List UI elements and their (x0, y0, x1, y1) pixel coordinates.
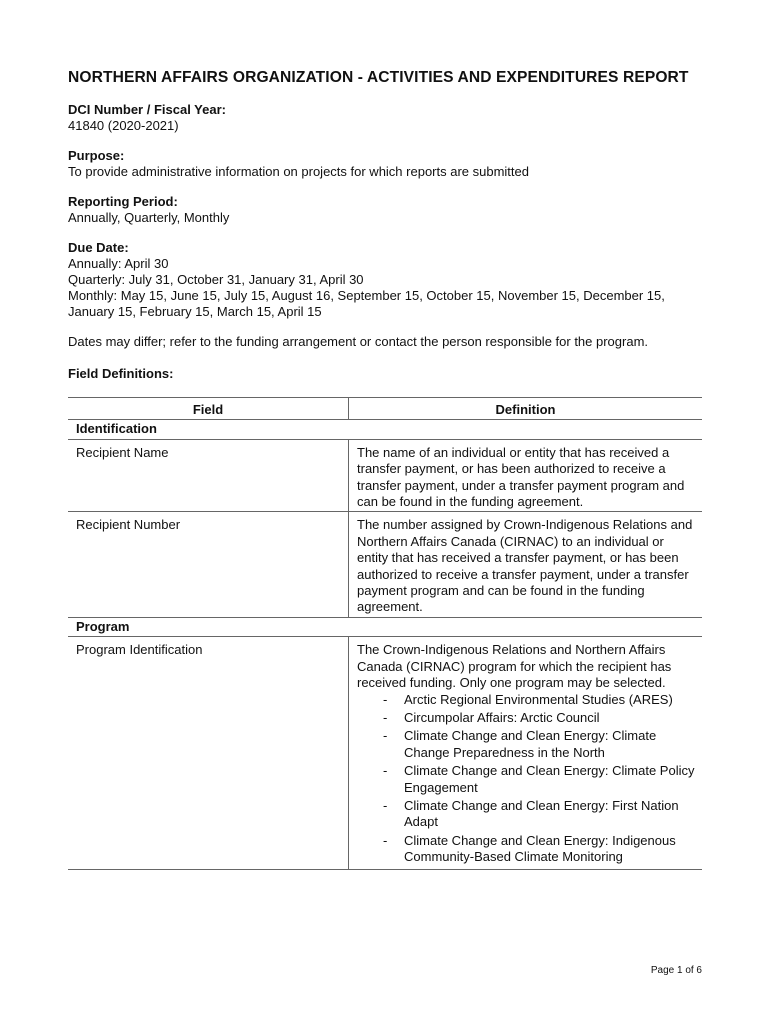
group-row-program (68, 617, 702, 636)
due-date-annually: Annually: April 30 (68, 256, 169, 271)
option-label: Climate Change and Clean Energy: First Nation Adapt (404, 797, 679, 830)
table-row (68, 512, 702, 617)
definition-cell: The name of an individual or entity that has received a transfer payment, or has been authorized to receive a transfer payment, under a transfer payment program and can be found in the funding agreement. (349, 439, 703, 512)
dash-bullet: - (383, 832, 388, 848)
report-page (68, 68, 702, 870)
list-item (383, 728, 696, 761)
due-date-label: Due Date: (68, 240, 129, 255)
purpose-section (68, 148, 702, 180)
list-item (383, 798, 696, 831)
option-label: Circumpolar Affairs: Arctic Council (404, 709, 600, 725)
option-label: Climate Change and Clean Energy: Climate Change Preparedness in the North (404, 728, 657, 760)
due-date-quarterly: Quarterly: July 31, October 31, January 31, April 30 (68, 272, 364, 287)
field-cell: Program Identification (68, 637, 349, 869)
list-item (383, 710, 696, 726)
group-label: Identification (68, 420, 702, 439)
list-item (383, 833, 696, 866)
header-definition: Definition (349, 398, 703, 420)
option-label: Arctic Regional Environmental Studies (ARES) (404, 691, 673, 707)
purpose-label: Purpose: (68, 148, 125, 163)
field-definitions-title: Field Definitions: (68, 366, 174, 381)
dci-value: 41840 (2020-2021) (68, 118, 179, 133)
definition-cell-program (349, 637, 703, 869)
dci-section (68, 102, 702, 134)
field-definitions-table (68, 397, 702, 870)
group-label: Program (68, 617, 702, 636)
list-item (383, 692, 696, 708)
field-cell: Recipient Number (68, 512, 349, 617)
option-label: Climate Change and Clean Energy: Climate Policy Engagement (404, 763, 695, 795)
program-options-list (357, 692, 696, 866)
definition-cell: The number assigned by Crown-Indigenous Relations and Northern Affairs Canada (CIRNAC) to an individual or entity that has received a transfer payment, or has been authorized to receive a transfer payment, under a transfer payment program and can be found in the funding agreement. (349, 512, 703, 617)
reporting-period-section (68, 194, 702, 226)
reporting-period-label: Reporting Period: (68, 194, 178, 209)
table-row (68, 439, 702, 512)
group-row-identification (68, 420, 702, 439)
dash-bullet: - (383, 797, 388, 813)
header-field: Field (68, 398, 349, 420)
dci-label: DCI Number / Fiscal Year: (68, 102, 226, 117)
page-number: Page 1 of 6 (650, 965, 702, 976)
dash-bullet: - (383, 728, 388, 744)
list-item (383, 763, 696, 796)
dash-bullet: - (383, 763, 388, 779)
dash-bullet: - (383, 709, 388, 725)
purpose-value: To provide administrative information on projects for which reports are submitted (68, 164, 529, 179)
option-label: Climate Change and Clean Energy: Indigenous Community-Based Climate Monitoring (404, 832, 676, 865)
due-date-monthly: Monthly: May 15, June 15, July 15, August 16, September 15, October 15, November 15, December 15, January 15, February 15, March 15, April 15 (68, 288, 665, 319)
reporting-period-value: Annually, Quarterly, Monthly (68, 210, 230, 225)
page-title: NORTHERN AFFAIRS ORGANIZATION - ACTIVITIES AND EXPENDITURES REPORT (68, 69, 689, 86)
due-date-section (68, 240, 702, 320)
dates-note: Dates may differ; refer to the funding arrangement or contact the person responsible for the program. (68, 334, 649, 349)
field-cell: Recipient Name (68, 439, 349, 512)
definition-text: The Crown-Indigenous Relations and Northern Affairs Canada (CIRNAC) program for which the recipient has received funding. Only one program may be selected. (357, 642, 672, 691)
table-row (68, 637, 702, 869)
dash-bullet: - (383, 691, 388, 707)
